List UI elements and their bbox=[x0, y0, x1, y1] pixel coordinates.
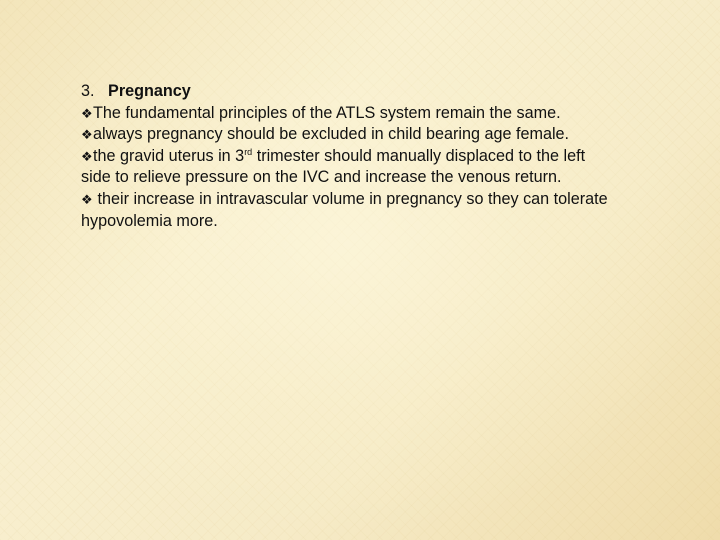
bullet-text-3-continuation: side to relieve pressure on the IVC and increase the venous return. bbox=[81, 168, 562, 187]
bullet-item-2 bbox=[81, 124, 681, 146]
diamond-bullet-icon: ❖ bbox=[81, 127, 93, 143]
bullet-item-1 bbox=[81, 103, 681, 125]
heading-number: 3. bbox=[81, 82, 95, 100]
bullet-text-3-pre: the gravid uterus in 3 bbox=[93, 146, 245, 165]
ordinal-superscript: rd bbox=[244, 146, 253, 157]
diamond-bullet-icon: ❖ bbox=[81, 148, 93, 164]
diamond-bullet-icon: ❖ bbox=[81, 191, 93, 207]
bullet-text-4: their increase in intravascular volume in pregnancy so they can tolerate bbox=[97, 189, 608, 208]
slide-content bbox=[81, 81, 681, 232]
bullet-text-1: The fundamental principles of the ATLS system remain the same. bbox=[93, 103, 561, 122]
bullet-text-2: always pregnancy should be excluded in child bearing age female. bbox=[93, 125, 570, 144]
bullet-text-4-continuation: hypovolemia more. bbox=[81, 211, 218, 230]
bullet-item-4 bbox=[81, 189, 681, 232]
bullet-text-3-post: trimester should manually displaced to the left bbox=[252, 146, 586, 165]
section-heading bbox=[81, 81, 681, 103]
bullet-item-3 bbox=[81, 146, 681, 189]
diamond-bullet-icon: ❖ bbox=[81, 105, 93, 121]
heading-title: Pregnancy bbox=[108, 82, 191, 100]
